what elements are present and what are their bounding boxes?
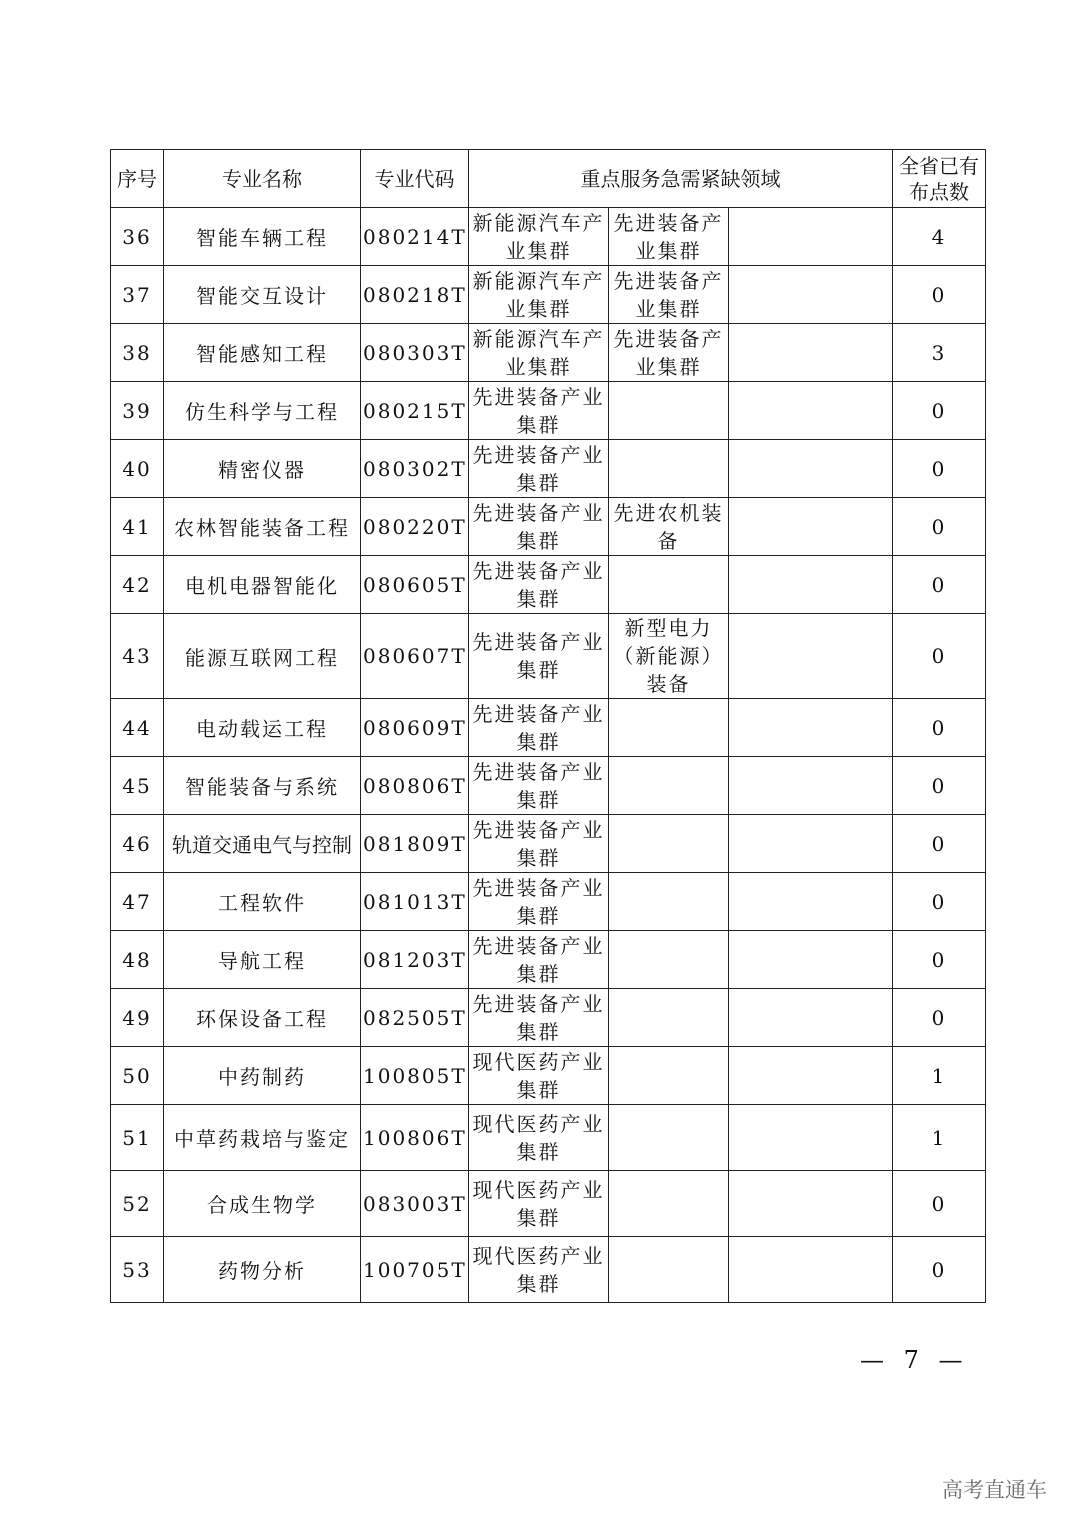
row-seq: 36 — [111, 208, 164, 266]
row-field-1 — [469, 324, 609, 382]
header-name: 专业名称 — [164, 150, 361, 208]
row-field-3 — [729, 815, 893, 873]
field-text-line: 集群 — [516, 787, 561, 812]
majors-table — [110, 149, 986, 1303]
row-seq: 44 — [111, 699, 164, 757]
watermark: 高考直通车 — [942, 1478, 1047, 1502]
row-field-3 — [729, 1237, 893, 1303]
field-text-line: 集群 — [516, 1077, 561, 1102]
row-field-2 — [609, 757, 729, 815]
row-seq: 39 — [111, 382, 164, 440]
row-count: 0 — [893, 873, 986, 931]
field-text-line: 业集群 — [505, 296, 572, 321]
field-text-line: 集群 — [516, 1205, 561, 1230]
field-text-line: 集群 — [516, 903, 561, 928]
field-text-line: 业集群 — [635, 238, 702, 263]
row-field-2 — [609, 382, 729, 440]
row-major-code: 080220T — [361, 498, 469, 556]
row-field-2 — [609, 556, 729, 614]
row-seq: 47 — [111, 873, 164, 931]
row-field-3 — [729, 498, 893, 556]
row-count: 0 — [893, 931, 986, 989]
row-major-name: 导航工程 — [164, 931, 361, 989]
row-major-name: 电机电器智能化 — [164, 556, 361, 614]
row-count: 0 — [893, 556, 986, 614]
table-row — [111, 266, 986, 324]
row-count: 0 — [893, 989, 986, 1047]
field-text-line: 现代医药产业 — [472, 1049, 605, 1074]
row-field-3 — [729, 208, 893, 266]
field-text-line: 新能源汽车产 — [472, 268, 605, 293]
row-field-1 — [469, 1047, 609, 1105]
row-major-code: 080302T — [361, 440, 469, 498]
row-major-name: 能源互联网工程 — [164, 614, 361, 699]
row-field-1 — [469, 208, 609, 266]
row-major-name: 中药制药 — [164, 1047, 361, 1105]
field-text-line: 集群 — [516, 1271, 561, 1296]
row-field-2 — [609, 931, 729, 989]
field-text-line: 先进农机装 — [613, 500, 724, 525]
field-text-line: 业集群 — [635, 354, 702, 379]
field-text-line: 集群 — [516, 845, 561, 870]
row-count: 0 — [893, 815, 986, 873]
row-field-3 — [729, 1171, 893, 1237]
table-row — [111, 1047, 986, 1105]
field-text-line: 备 — [657, 528, 680, 553]
row-major-code: 080605T — [361, 556, 469, 614]
row-count: 0 — [893, 614, 986, 699]
field-text-line: 现代医药产业 — [472, 1111, 605, 1136]
field-text-line: 先进装备产业 — [472, 384, 605, 409]
table-row — [111, 440, 986, 498]
row-count: 0 — [893, 382, 986, 440]
field-text-line: 集群 — [516, 470, 561, 495]
row-major-name: 环保设备工程 — [164, 989, 361, 1047]
row-seq: 48 — [111, 931, 164, 989]
field-text-line: 集群 — [516, 961, 561, 986]
row-field-3 — [729, 931, 893, 989]
field-text-line: 先进装备产业 — [472, 701, 605, 726]
row-major-code: 080806T — [361, 757, 469, 815]
row-count: 1 — [893, 1105, 986, 1171]
table-row — [111, 324, 986, 382]
field-text-line: 先进装备产业 — [472, 759, 605, 784]
field-text-line: 集群 — [516, 586, 561, 611]
field-text-line: 业集群 — [635, 296, 702, 321]
row-field-1 — [469, 931, 609, 989]
field-text-line: 现代医药产业 — [472, 1243, 605, 1268]
field-text-line: 先进装备产业 — [472, 500, 605, 525]
row-count: 0 — [893, 1171, 986, 1237]
row-field-3 — [729, 757, 893, 815]
row-field-1 — [469, 757, 609, 815]
row-seq: 49 — [111, 989, 164, 1047]
row-major-name: 智能感知工程 — [164, 324, 361, 382]
row-field-2 — [609, 1105, 729, 1171]
row-major-name: 仿生科学与工程 — [164, 382, 361, 440]
row-field-1 — [469, 498, 609, 556]
row-field-1 — [469, 614, 609, 699]
row-major-code: 081809T — [361, 815, 469, 873]
row-field-1 — [469, 989, 609, 1047]
field-text-line: 先进装备产业 — [472, 558, 605, 583]
row-field-2 — [609, 324, 729, 382]
header-seq: 序号 — [111, 150, 164, 208]
row-field-3 — [729, 873, 893, 931]
row-seq: 42 — [111, 556, 164, 614]
row-major-name: 合成生物学 — [164, 1171, 361, 1237]
table-row — [111, 614, 986, 699]
row-field-1 — [469, 266, 609, 324]
row-field-1 — [469, 1171, 609, 1237]
field-text-line: 先进装备产业 — [472, 442, 605, 467]
table-row — [111, 1237, 986, 1303]
row-field-2 — [609, 614, 729, 699]
row-seq: 43 — [111, 614, 164, 699]
row-field-2 — [609, 266, 729, 324]
row-major-code: 100705T — [361, 1237, 469, 1303]
row-field-3 — [729, 1105, 893, 1171]
row-field-3 — [729, 614, 893, 699]
table-row — [111, 1171, 986, 1237]
row-field-3 — [729, 382, 893, 440]
field-text-line: 业集群 — [505, 354, 572, 379]
row-field-2 — [609, 1171, 729, 1237]
field-text-line: 集群 — [516, 729, 561, 754]
row-count: 0 — [893, 266, 986, 324]
row-major-code: 080214T — [361, 208, 469, 266]
table-row — [111, 699, 986, 757]
field-text-line: 集群 — [516, 658, 561, 682]
row-count: 3 — [893, 324, 986, 382]
table-row — [111, 382, 986, 440]
row-major-code: 082505T — [361, 989, 469, 1047]
field-text-line: 新型电力 — [624, 616, 713, 640]
row-seq: 41 — [111, 498, 164, 556]
table-row — [111, 989, 986, 1047]
row-field-2 — [609, 873, 729, 931]
field-text-line: 先进装备产业 — [472, 817, 605, 842]
field-text-line: 先进装备产业 — [472, 630, 605, 654]
row-count: 1 — [893, 1047, 986, 1105]
row-field-2 — [609, 208, 729, 266]
row-major-name: 农林智能装备工程 — [164, 498, 361, 556]
row-major-name: 药物分析 — [164, 1237, 361, 1303]
row-seq: 51 — [111, 1105, 164, 1171]
table-row — [111, 498, 986, 556]
row-field-2 — [609, 815, 729, 873]
row-field-3 — [729, 324, 893, 382]
row-count: 4 — [893, 208, 986, 266]
row-field-1 — [469, 699, 609, 757]
row-field-1 — [469, 556, 609, 614]
row-field-1 — [469, 1105, 609, 1171]
header-code: 专业代码 — [361, 150, 469, 208]
row-field-2 — [609, 440, 729, 498]
header-count-line2: 布点数 — [909, 179, 970, 204]
row-major-name: 工程软件 — [164, 873, 361, 931]
row-seq: 50 — [111, 1047, 164, 1105]
row-major-code: 083003T — [361, 1171, 469, 1237]
field-text-line: 先进装备产业 — [472, 991, 605, 1016]
row-field-1 — [469, 382, 609, 440]
row-major-name: 轨道交通电气与控制 — [164, 815, 361, 873]
row-seq: 37 — [111, 266, 164, 324]
row-field-2 — [609, 498, 729, 556]
page-number: — 7 — — [860, 1346, 969, 1374]
table-row — [111, 931, 986, 989]
row-field-1 — [469, 440, 609, 498]
field-text-line: 先进装备产 — [613, 268, 724, 293]
row-field-1 — [469, 815, 609, 873]
table-row — [111, 815, 986, 873]
field-text-line: 先进装备产业 — [472, 933, 605, 958]
row-field-3 — [729, 989, 893, 1047]
field-text-line: 装备 — [646, 672, 691, 696]
row-major-name: 智能交互设计 — [164, 266, 361, 324]
field-text-line: 新能源汽车产 — [472, 326, 605, 351]
table-row — [111, 208, 986, 266]
header-count — [893, 150, 986, 208]
row-count: 0 — [893, 1237, 986, 1303]
table-body — [111, 208, 986, 1303]
row-count: 0 — [893, 757, 986, 815]
row-count: 0 — [893, 498, 986, 556]
row-field-3 — [729, 556, 893, 614]
row-field-1 — [469, 873, 609, 931]
row-seq: 52 — [111, 1171, 164, 1237]
row-major-name: 中草药栽培与鉴定 — [164, 1105, 361, 1171]
field-text-line: 集群 — [516, 412, 561, 437]
row-major-code: 100806T — [361, 1105, 469, 1171]
row-major-code: 080607T — [361, 614, 469, 699]
row-field-2 — [609, 699, 729, 757]
row-major-code: 080303T — [361, 324, 469, 382]
row-field-2 — [609, 989, 729, 1047]
row-major-name: 智能车辆工程 — [164, 208, 361, 266]
row-field-2 — [609, 1047, 729, 1105]
row-major-code: 100805T — [361, 1047, 469, 1105]
row-major-code: 080218T — [361, 266, 469, 324]
row-major-code: 080215T — [361, 382, 469, 440]
row-major-code: 080609T — [361, 699, 469, 757]
row-field-3 — [729, 440, 893, 498]
header-fields: 重点服务急需紧缺领域 — [469, 150, 893, 208]
row-field-2 — [609, 1237, 729, 1303]
row-seq: 46 — [111, 815, 164, 873]
row-major-name: 电动载运工程 — [164, 699, 361, 757]
table-row — [111, 757, 986, 815]
field-text-line: 新能源汽车产 — [472, 210, 605, 235]
field-text-line: 先进装备产 — [613, 326, 724, 351]
table-header-row — [111, 150, 986, 208]
row-count: 0 — [893, 440, 986, 498]
table-row — [111, 873, 986, 931]
row-field-3 — [729, 266, 893, 324]
row-field-3 — [729, 699, 893, 757]
row-major-name: 智能装备与系统 — [164, 757, 361, 815]
row-seq: 45 — [111, 757, 164, 815]
row-major-code: 081203T — [361, 931, 469, 989]
field-text-line: 现代医药产业 — [472, 1177, 605, 1202]
table-row — [111, 556, 986, 614]
field-text-line: 集群 — [516, 528, 561, 553]
table-row — [111, 1105, 986, 1171]
row-major-name: 精密仪器 — [164, 440, 361, 498]
row-major-code: 081013T — [361, 873, 469, 931]
field-text-line: 集群 — [516, 1139, 561, 1164]
field-text-line: 业集群 — [505, 238, 572, 263]
field-text-line: 先进装备产 — [613, 210, 724, 235]
row-field-1 — [469, 1237, 609, 1303]
row-seq: 38 — [111, 324, 164, 382]
header-count-line1: 全省已有 — [899, 153, 980, 178]
row-field-3 — [729, 1047, 893, 1105]
field-text-line: 先进装备产业 — [472, 875, 605, 900]
row-seq: 40 — [111, 440, 164, 498]
row-seq: 53 — [111, 1237, 164, 1303]
field-text-line: （新能源） — [613, 644, 724, 668]
row-count: 0 — [893, 699, 986, 757]
field-text-line: 集群 — [516, 1019, 561, 1044]
